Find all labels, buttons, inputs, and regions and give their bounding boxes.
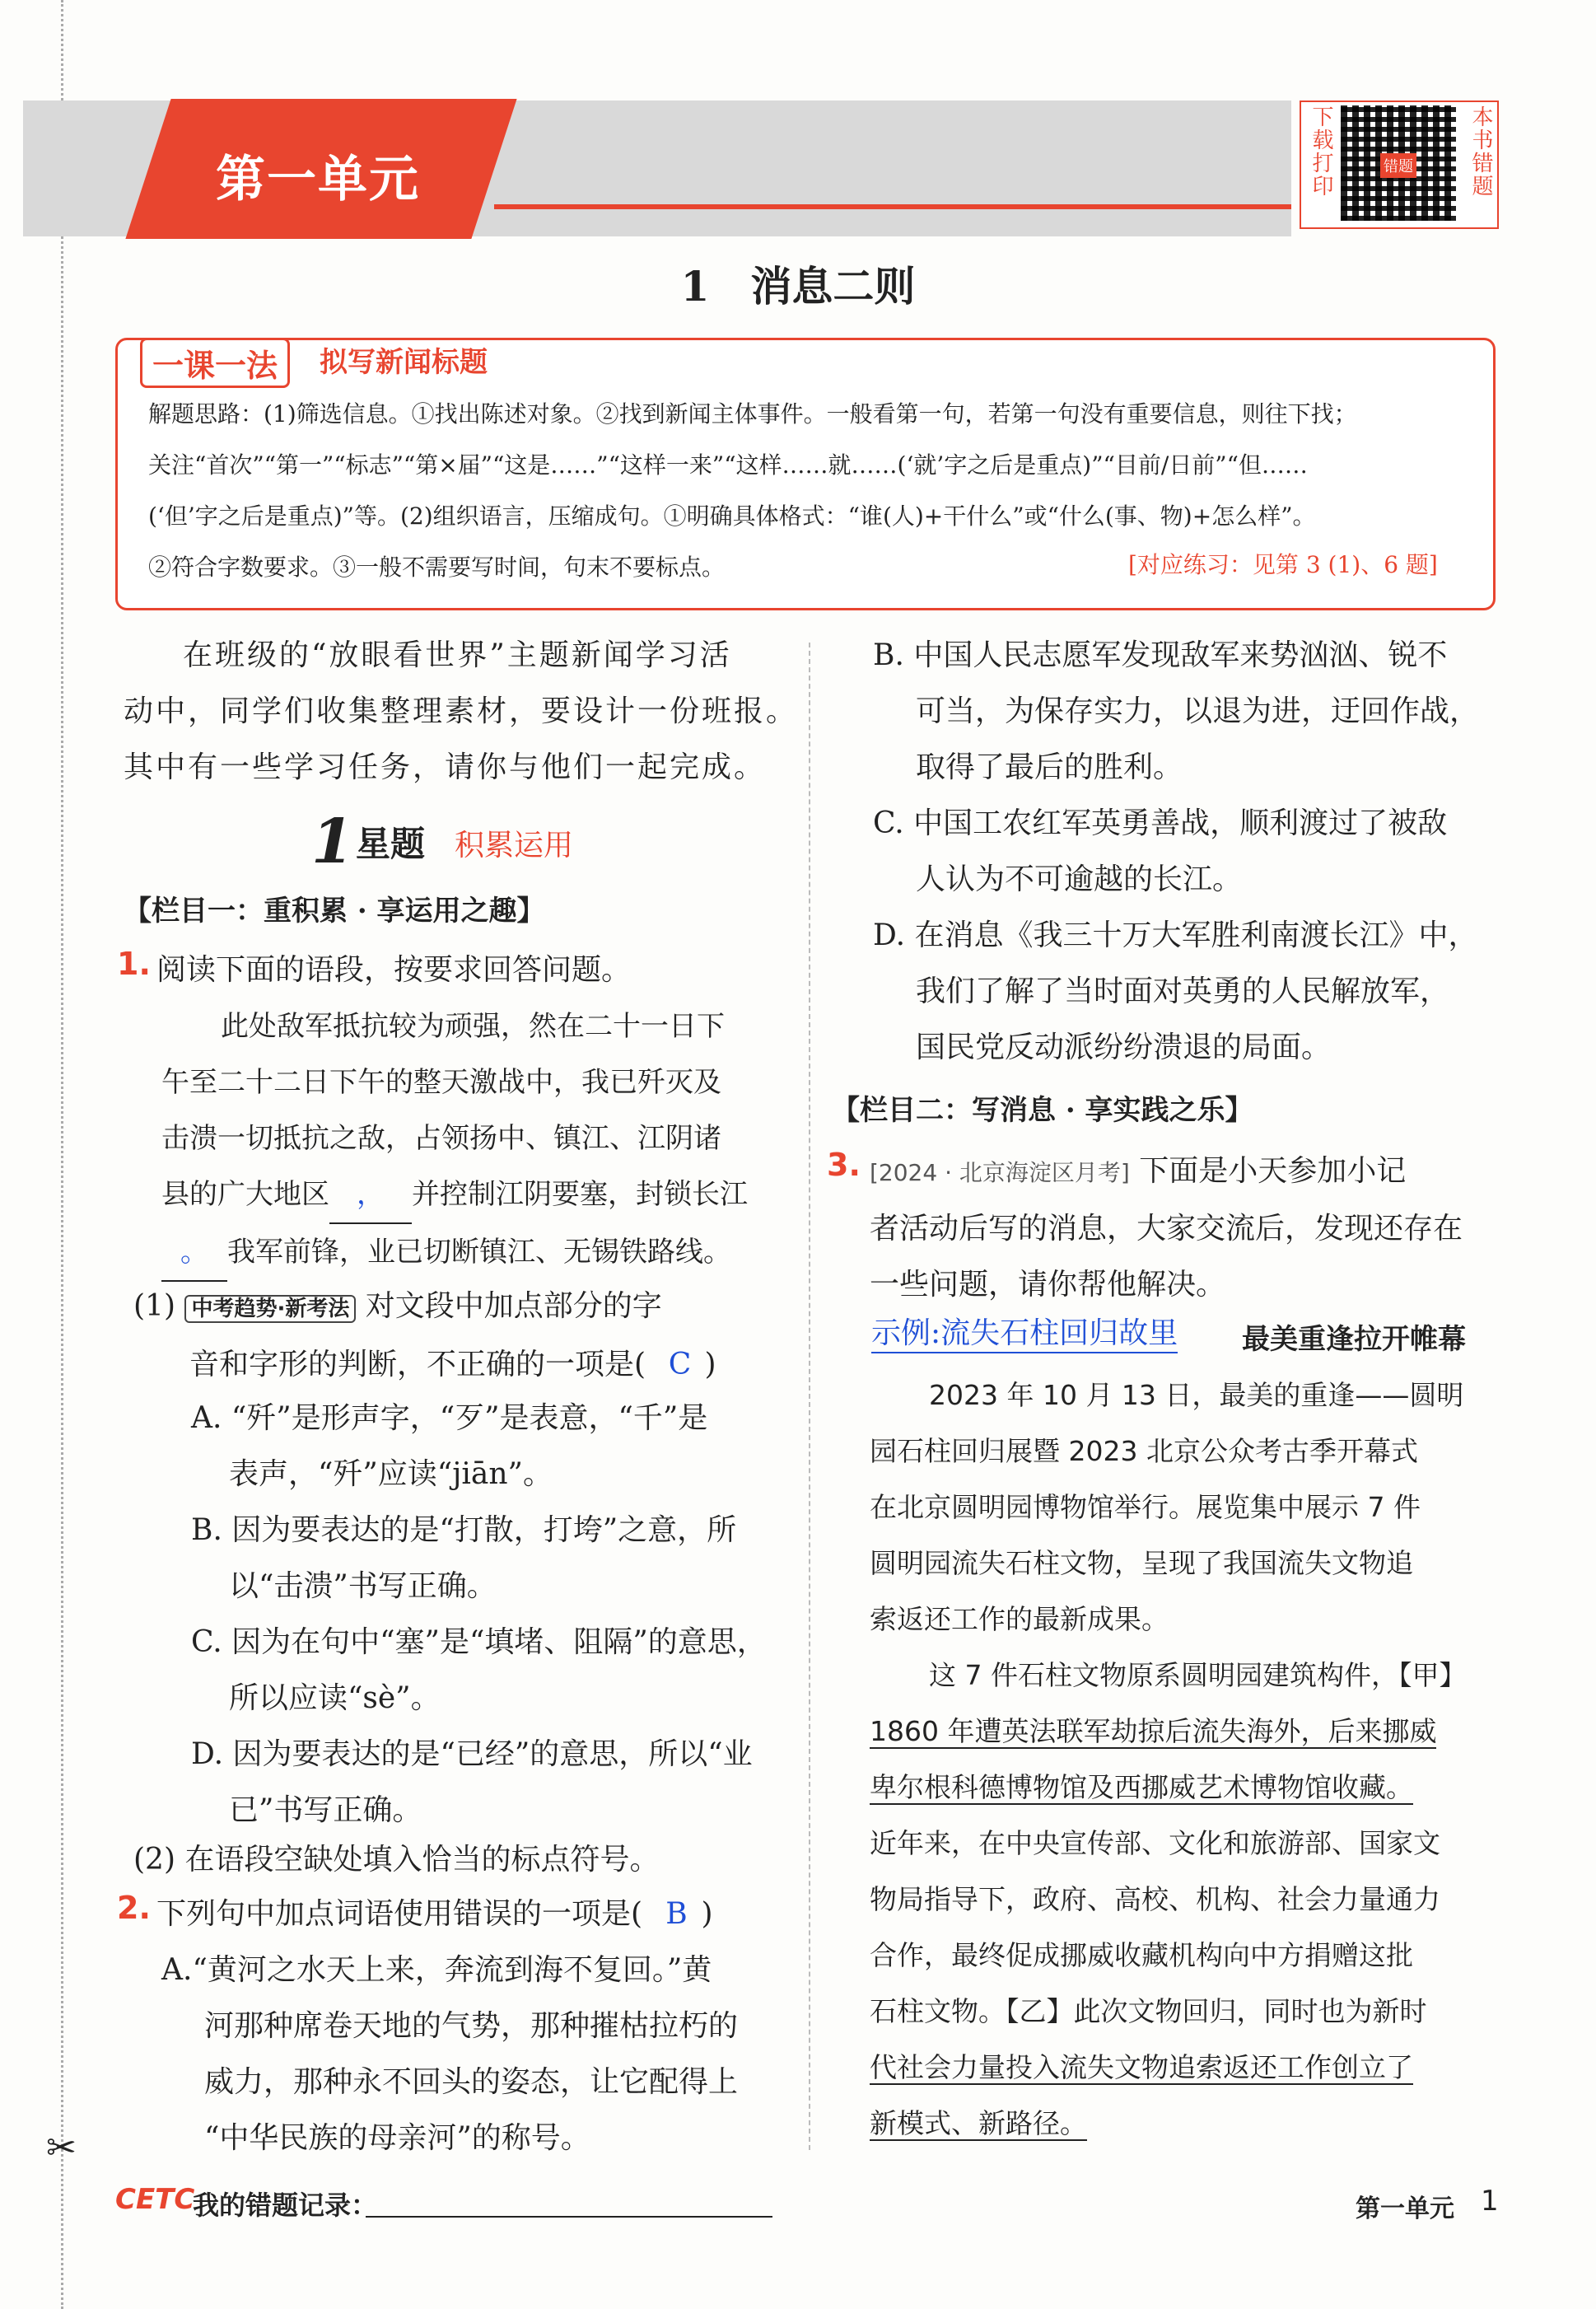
option-b-cont: 可当，为保存实力，以退为进，迂回作战， [916, 694, 1480, 728]
option-b-cont: 取得了最后的胜利。 [916, 750, 1183, 784]
news-line: 合作，最终促成挪威收藏机构向中方捐赠这批 [870, 1939, 1413, 1971]
q3-stem [870, 1143, 1528, 1313]
method-subtitle: 拟写新闻标题 [320, 346, 488, 379]
section-two-heading: 【栏目二：写消息 · 享实践之乐】 [832, 1094, 1253, 1127]
news-line: 在北京圆明园博物馆举行。展览集中展示 7 件 [870, 1491, 1421, 1523]
option-b-cont: 以“击溃”书写正确。 [229, 1569, 497, 1603]
example-answer[interactable]: 示例:流失石柱回归故里 [871, 1310, 1178, 1353]
option-a[interactable]: A.“黄河之水天上来，奔流到海不复回。”黄 [161, 1953, 712, 1987]
q2-answer[interactable]: B [665, 1897, 688, 1931]
qr-tag: 错题 [1380, 153, 1416, 178]
intro-line: 动中，同学们收集整理素材，要设计一份班报。 [124, 694, 799, 728]
q1-passage [161, 998, 804, 1282]
q1-stem: 阅读下面的语段，按要求回答问题。 [156, 953, 632, 987]
passage-line: 此处敌军抵抗较为顽强，然在二十一日下 [221, 1010, 725, 1043]
page-number: 1 [1481, 2185, 1499, 2218]
news-line: 圆明园流失石柱文物，呈现了我国流失文物追 [870, 1547, 1413, 1579]
blank-answer-2[interactable]: 。 [161, 1224, 227, 1282]
option-c[interactable]: C. 中国工农红军英勇善战，顺利渡过了被敌 [873, 806, 1448, 840]
q2-stem-line: 下列句中加点词语使用错误的一项是( B ) [156, 1886, 713, 1942]
option-a-cont: 表声，“歼”应读“jiān”。 [229, 1457, 553, 1491]
option-b[interactable]: B. 因为要表达的是“打散，打垮”之意，所 [191, 1513, 737, 1547]
news-line: 卑尔根科德博物馆及西挪威艺术博物馆收藏。 [870, 1771, 1413, 1803]
q1-2: (2) 在语段空缺处填入恰当的标点符号。 [133, 1843, 660, 1877]
option-a-cont: “中华民族的母亲河”的称号。 [204, 2121, 590, 2155]
q1-1-stem-line: (1) 中考趋势·新考法 对文段中加点部分的字 [133, 1289, 662, 1323]
section-one-heading: 【栏目一：重积累 · 享运用之趣】 [124, 895, 545, 928]
news-line: 新模式、新路径。 [870, 2107, 1087, 2139]
q2-stem: 下列句中加点词语使用错误的一项是( [156, 1897, 643, 1931]
news-line: 1860 年遭英法联军劫掠后流失海外，后来挪威 [870, 1715, 1437, 1747]
news-body [870, 1367, 1528, 2152]
q1-1-answer[interactable]: C [668, 1348, 692, 1381]
star-subtitle: 积累运用 [455, 829, 574, 862]
footer-unit: 第一单元 [1356, 2194, 1454, 2223]
intro-line: 在班级的“放眼看世界”主题新闻学习活 [183, 638, 732, 672]
q2-option-a [161, 1942, 804, 2166]
intro-line: 其中有一些学习任务，请你与他们一起完成。 [124, 750, 767, 784]
news-line: 代社会力量投入流失文物追索返还工作创立了 [870, 2051, 1413, 2083]
q2-options-cont [873, 628, 1524, 1076]
brand-logo: CETC [115, 2183, 195, 2216]
passage-line: 。 我军前锋，业已切断镇江、无锡铁路线。 [161, 1224, 804, 1282]
scissors-icon: ✂ [46, 2127, 77, 2169]
q1-number: 1. [117, 946, 151, 982]
error-record-label: 我的错题记录： [193, 2190, 378, 2221]
news-line: 这 7 件石柱文物原系圆明园建筑构件，【甲】 [929, 1659, 1467, 1691]
star-number: 1 [311, 806, 354, 877]
option-d-cont: 已”书写正确。 [229, 1793, 422, 1827]
option-c[interactable]: C. 因为在句中“塞”是“填堵、阻隔”的意思， [191, 1625, 767, 1659]
blank-answer-1[interactable]: ， [329, 1166, 412, 1224]
passage-line: 击溃一切抵抗之敌，占领扬中、镇江、江阴诸 [161, 1122, 721, 1155]
q3-source-tag: [2024 · 北京海淀区月考] [870, 1159, 1130, 1186]
news-headline: 最美重逢拉开帷幕 [1242, 1323, 1466, 1356]
qr-right-label: 本书错题 [1468, 105, 1493, 198]
lesson-title: 1 消息二则 [680, 262, 916, 311]
method-badge: 一课一法 [140, 338, 290, 388]
cut-line [61, 0, 63, 2309]
news-line: 石柱文物。【乙】此次文物回归，同时也为新时 [870, 1995, 1427, 2027]
option-d-cont: 我们了解了当时面对英勇的人民解放军， [916, 975, 1450, 1008]
qr-left-label: 下载打印 [1309, 105, 1333, 198]
news-line: 园石柱回归展暨 2023 北京公众考古季开幕式 [870, 1435, 1418, 1467]
star-label: 星题 [356, 824, 426, 864]
passage-line: 县的广大地区 ， 并控制江阴要塞，封锁长江 [161, 1166, 804, 1224]
error-record-line[interactable] [366, 2216, 772, 2218]
option-a-cont: 威力，那种永不回头的姿态，让它配得上 [204, 2065, 739, 2099]
q3-number: 3. [827, 1147, 861, 1183]
q3-stem-line: [2024 · 北京海淀区月考] 下面是小天参加小记 [870, 1154, 1407, 1188]
option-d[interactable]: D. 因为要表达的是“已经”的意思，所以“业 [191, 1737, 753, 1771]
news-line: 近年来，在中央宣传部、文化和旅游部、国家文 [870, 1827, 1440, 1859]
trend-tag: 中考趋势·新考法 [184, 1295, 356, 1323]
q1-1-stem-line: 音和字形的判断，不正确的一项是( C ) [133, 1337, 809, 1393]
method-line: (‘但’字之后是重点)”等。(2)组织语言，压缩成句。①明确具体格式：“谁(人)+干什么”或“什么(事、物)+怎么样”。 [148, 502, 1316, 530]
news-line: 物局指导下，政府、高校、机构、社会力量通力 [870, 1883, 1440, 1915]
news-line: 2023 年 10 月 13 日，最美的重逢——圆明 [929, 1379, 1464, 1411]
unit-title: 第一单元 [216, 151, 420, 208]
option-a[interactable]: A. “歼”是形声字，“歹”是表意，“千”是 [191, 1401, 708, 1435]
option-c-cont: 人认为不可逾越的长江。 [916, 862, 1243, 896]
option-b[interactable]: B. 中国人民志愿军发现敌军来势汹汹、锐不 [873, 638, 1448, 672]
passage-line: 午至二十二日下午的整天激战中，我已歼灭及 [161, 1066, 721, 1099]
option-d-cont: 国民党反动派纷纷溃退的局面。 [916, 1031, 1332, 1064]
news-line: 索返还工作的最新成果。 [870, 1603, 1169, 1635]
q1-options [191, 1391, 809, 1839]
q2-number: 2. [117, 1890, 151, 1926]
option-d[interactable]: D. 在消息《我三十万大军胜利南渡长江》中， [873, 918, 1478, 952]
q3-stem-line: 一些问题，请你帮他解决。 [870, 1268, 1226, 1302]
method-line: 解题思路：(1)筛选信息。①找出陈述对象。②找到新闻主体事件。一般看第一句，若第一句没有重要信息，则往下找； [148, 400, 1357, 428]
header-rule [494, 204, 1291, 209]
column-separator [809, 643, 810, 2150]
q1-1 [133, 1278, 809, 1393]
option-c-cont: 所以应读“sè”。 [229, 1681, 441, 1715]
method-line: ②符合字数要求。③一般不需要写时间，句末不要标点。 [148, 554, 726, 581]
q3-stem-line: 者活动后写的消息，大家交流后，发现还存在 [870, 1212, 1463, 1246]
intro-paragraph [124, 628, 799, 796]
method-line: 关注“首次”“第一”“标志”“第×届”“这是……”“这样一来”“这样……就……(‘就’字之后是重点)”“目前/日前”“但…… [148, 451, 1308, 479]
method-reference: [对应练习：见第 3 (1)、6 题] [1128, 551, 1438, 578]
option-a-cont: 河那种席卷天地的气势，那种摧枯拉朽的 [204, 2009, 739, 2043]
